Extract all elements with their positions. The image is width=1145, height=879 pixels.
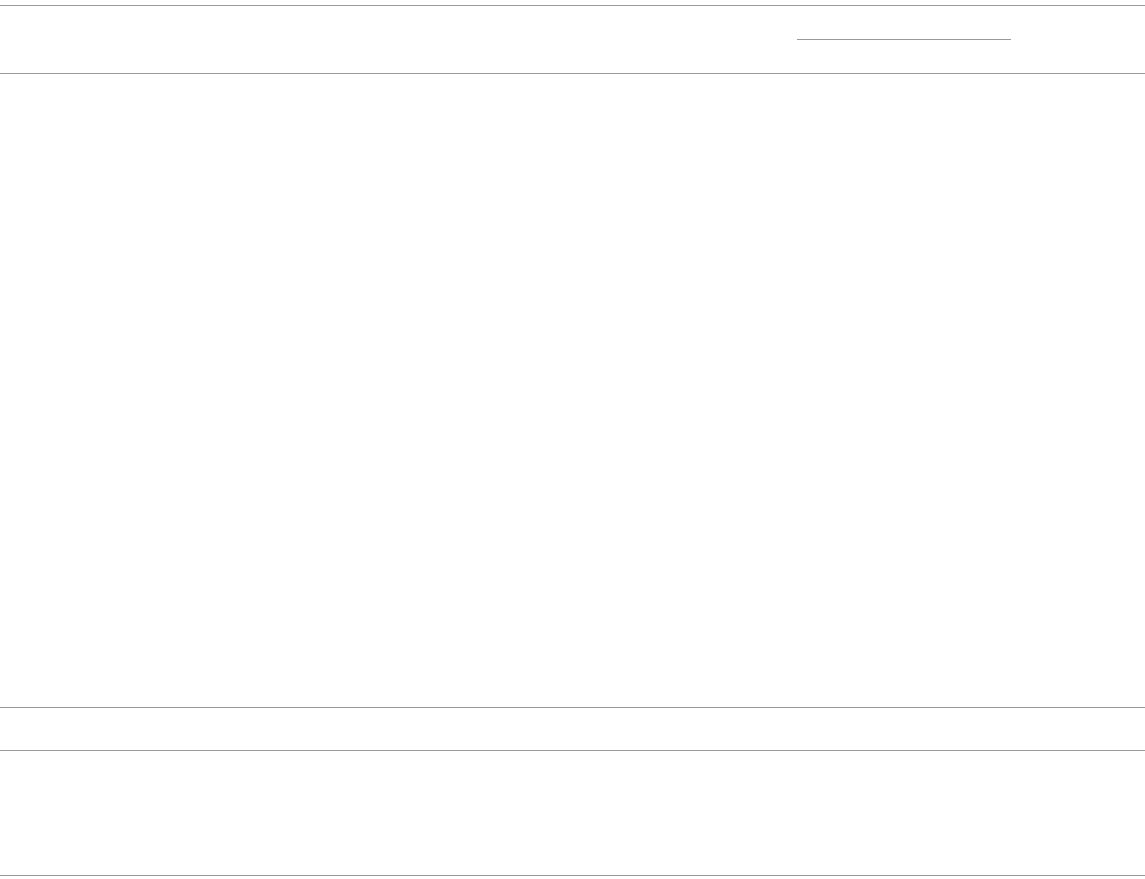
column-header-row <box>0 47 1145 73</box>
header-sd <box>522 47 652 73</box>
lower-header-rule <box>0 750 1145 751</box>
header-beta <box>753 47 883 73</box>
unadjusted-group-label <box>790 10 1020 36</box>
header-mean <box>405 47 535 73</box>
header-pct <box>635 717 765 743</box>
header-n-lower <box>753 717 883 743</box>
section-divider-rule <box>0 707 1145 708</box>
header-or <box>905 717 1105 743</box>
lower-header-row <box>0 717 1145 743</box>
unadjusted-group-rule <box>797 39 1011 40</box>
top-rule <box>0 5 1145 6</box>
header-ci-lower <box>1080 717 1140 743</box>
header-p <box>1080 47 1140 73</box>
header-ci <box>905 47 1105 73</box>
header-n <box>635 47 765 73</box>
group-header-row <box>0 10 1145 36</box>
bottom-rule <box>0 875 1145 876</box>
lower-section-title-row <box>0 761 1145 787</box>
header-rule <box>0 73 1145 74</box>
